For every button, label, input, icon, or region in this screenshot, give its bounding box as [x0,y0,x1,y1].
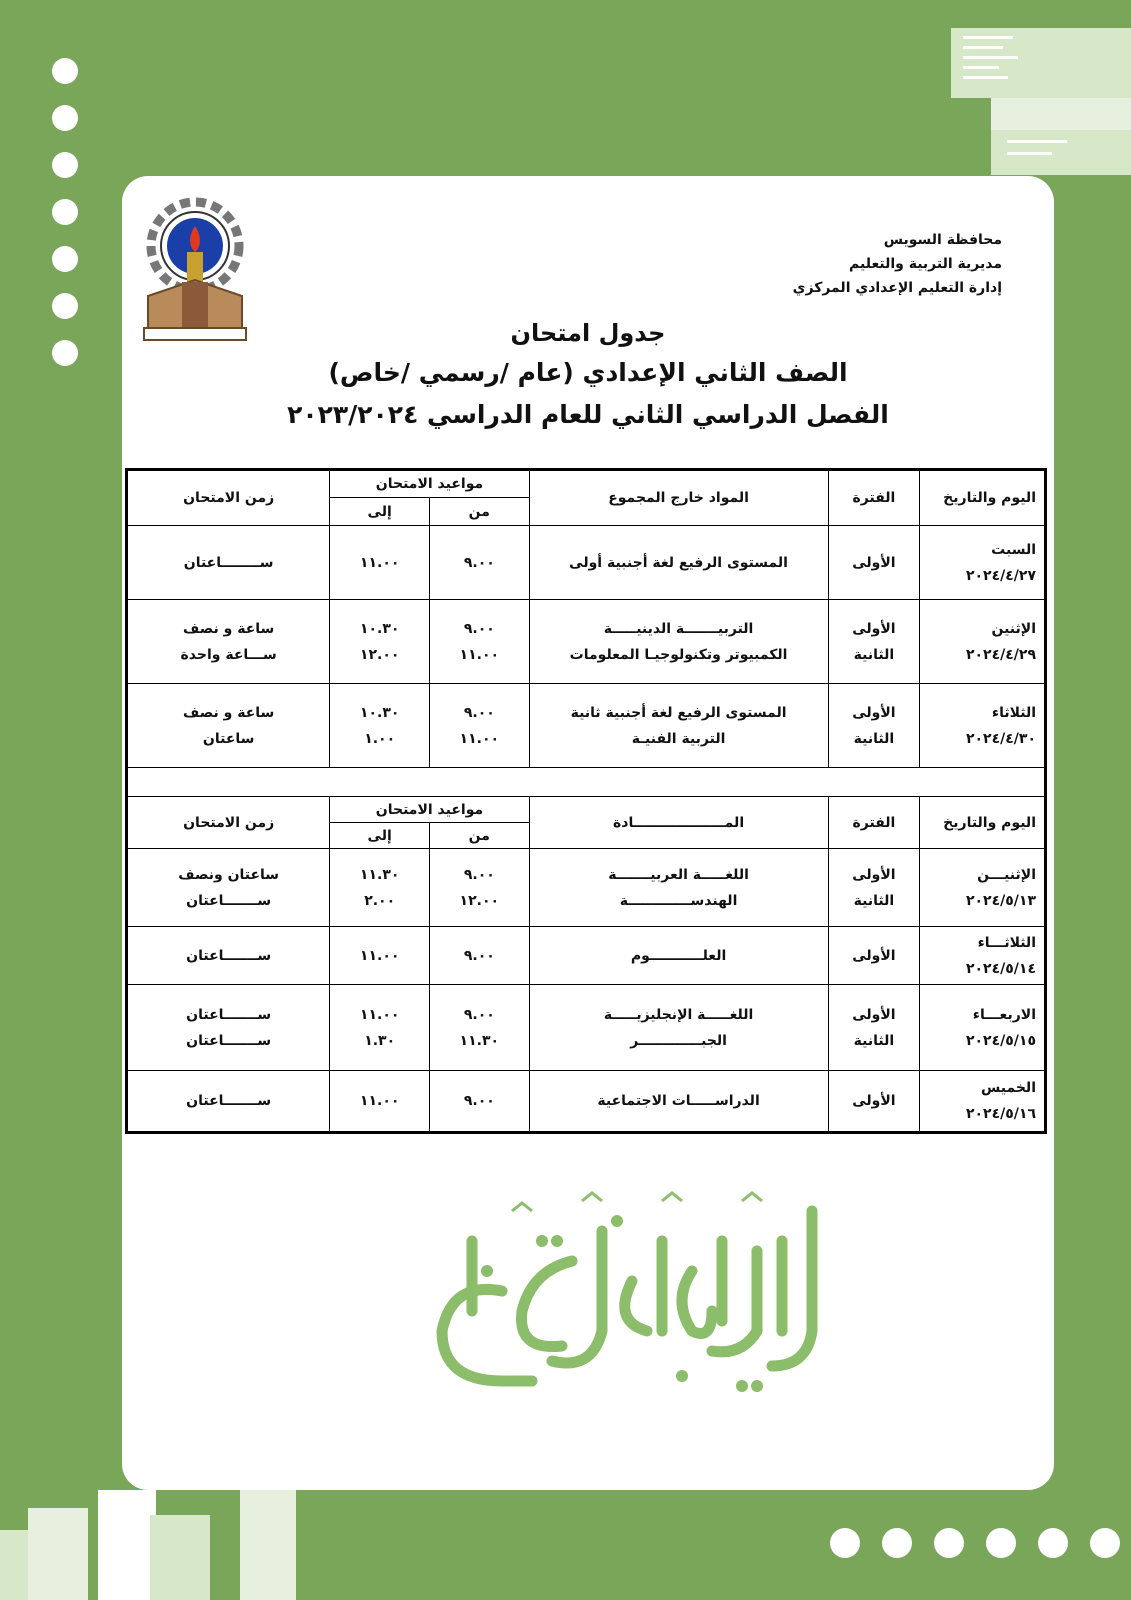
header-from: من [429,823,529,849]
page-title: جدول امتحان [510,319,666,347]
header-duration: زمن الامتحان [127,797,330,849]
from-cell: ٩.٠٠ [429,1071,529,1133]
table-separator [127,768,1046,797]
from-cell: ٩.٠٠ ١١.٣٠ [429,985,529,1071]
day-cell: الثلاثاء ٢٠٢٤/٤/٣٠ [920,684,1046,768]
duration-cell: ســــــــاعتان [127,526,330,600]
to-cell: ١١.٣٠ ٢.٠٠ [330,849,430,927]
decorative-stripes-top-right [951,0,1131,175]
from-cell: ٩.٠٠ ١١.٠٠ [429,684,529,768]
from-cell: ٩.٠٠ [429,526,529,600]
header-period: الفترة [828,470,920,526]
table-row [127,927,1046,985]
period-cell: الأولى الثانية [828,600,920,684]
header-duration: زمن الامتحان [127,470,330,526]
day-cell: الخميس ٢٠٢٤/٥/١٦ [920,1071,1046,1133]
header-times: مواعيد الامتحان [330,797,529,823]
duration-cell: ساعة و نصف ساعتان [127,684,330,768]
decorative-dots-bottom [830,1528,1131,1558]
table2-header-row [127,797,1046,823]
period-cell: الأولى [828,1071,920,1133]
subject-cell: العلـــــــــــوم [529,927,828,985]
to-cell: ١٠.٣٠ ١.٠٠ [330,684,430,768]
header-subject: المواد خارج المجموع [529,470,828,526]
grade-title: الصف الثاني الإعدادي (عام /رسمي /خاص) [328,358,848,387]
subject-cell: اللغـــــة العربيـــــــة الهندســـــــــــــة [529,849,828,927]
subject-cell: التربيـــــــة الدينيـــــة الكمبيوتر وتكنولوجيـا المعلومات [529,600,828,684]
table-row [127,526,1046,600]
subject-cell: المستوى الرفيع لغة أجنبية ثانية التربية الفنيـة [529,684,828,768]
header-period: الفترة [828,797,920,849]
to-cell: ١١.٠٠ ١.٣٠ [330,985,430,1071]
to-cell: ١١.٠٠ [330,526,430,600]
to-cell: ١١.٠٠ [330,927,430,985]
from-cell: ٩.٠٠ [429,927,529,985]
subject-cell: الدراســـــات الاجتماعية [529,1071,828,1133]
table-row [127,1071,1046,1133]
administration-label: إدارة التعليم الإعدادي المركزي [792,280,1002,296]
day-cell: الاربعـــاء ٢٠٢٤/٥/١٥ [920,985,1046,1071]
subject-cell: المستوى الرفيع لغة أجنبية أولى [529,526,828,600]
from-cell: ٩.٠٠ ١٢.٠٠ [429,849,529,927]
header-day: اليوم والتاريخ [920,797,1046,849]
subject-cell: اللغـــــة الإنجليزيـــــة الجبـــــــــــــر [529,985,828,1071]
decorative-dots-left [52,58,80,387]
good-luck-calligraphy [412,1181,832,1406]
day-cell: الإثنيـــن ٢٠٢٤/٥/١٣ [920,849,1046,927]
from-cell: ٩.٠٠ ١١.٠٠ [429,600,529,684]
exam-schedule-table [125,468,1047,1134]
period-cell: الأولى الثانية [828,684,920,768]
header-subject: المـــــــــــــــــــادة [529,797,828,849]
duration-cell: ســـــــاعتان ســـــــاعتان [127,985,330,1071]
day-cell: الثلاثـــاء ٢٠٢٤/٥/١٤ [920,927,1046,985]
term-title: الفصل الدراسي الثاني للعام الدراسي ٢٠٢٣/٢٠٢٤ [287,400,889,429]
header-to: إلى [330,823,430,849]
to-cell: ١٠.٣٠ ١٢.٠٠ [330,600,430,684]
schedule-card [122,176,1054,1490]
schedule-titles [122,314,1054,436]
header-day: اليوم والتاريخ [920,470,1046,526]
header-times: مواعيد الامتحان [330,470,529,498]
duration-cell: ســـــــاعتان [127,927,330,985]
table-row [127,985,1046,1071]
day-cell: الإثنين ٢٠٢٤/٤/٢٩ [920,600,1046,684]
table-row [127,849,1046,927]
period-cell: الأولى الثانية [828,849,920,927]
table-row [127,684,1046,768]
governorate-label: محافظة السويس [883,232,1002,248]
period-cell: الأولى [828,526,920,600]
period-cell: الأولى الثانية [828,985,920,1071]
table1-header-row [127,470,1046,498]
header-from: من [429,498,529,526]
day-cell: السبت ٢٠٢٤/٤/٢٧ [920,526,1046,600]
duration-cell: ســـــــاعتان [127,1071,330,1133]
issuing-authority [793,228,1002,300]
to-cell: ١١.٠٠ [330,1071,430,1133]
period-cell: الأولى [828,927,920,985]
table-row [127,600,1046,684]
header-to: إلى [330,498,430,526]
duration-cell: ساعتان ونصف ســـــــاعتان [127,849,330,927]
directorate-label: مديرية التربية والتعليم [849,256,1002,272]
duration-cell: ساعة و نصف ســـاعة واحدة [127,600,330,684]
